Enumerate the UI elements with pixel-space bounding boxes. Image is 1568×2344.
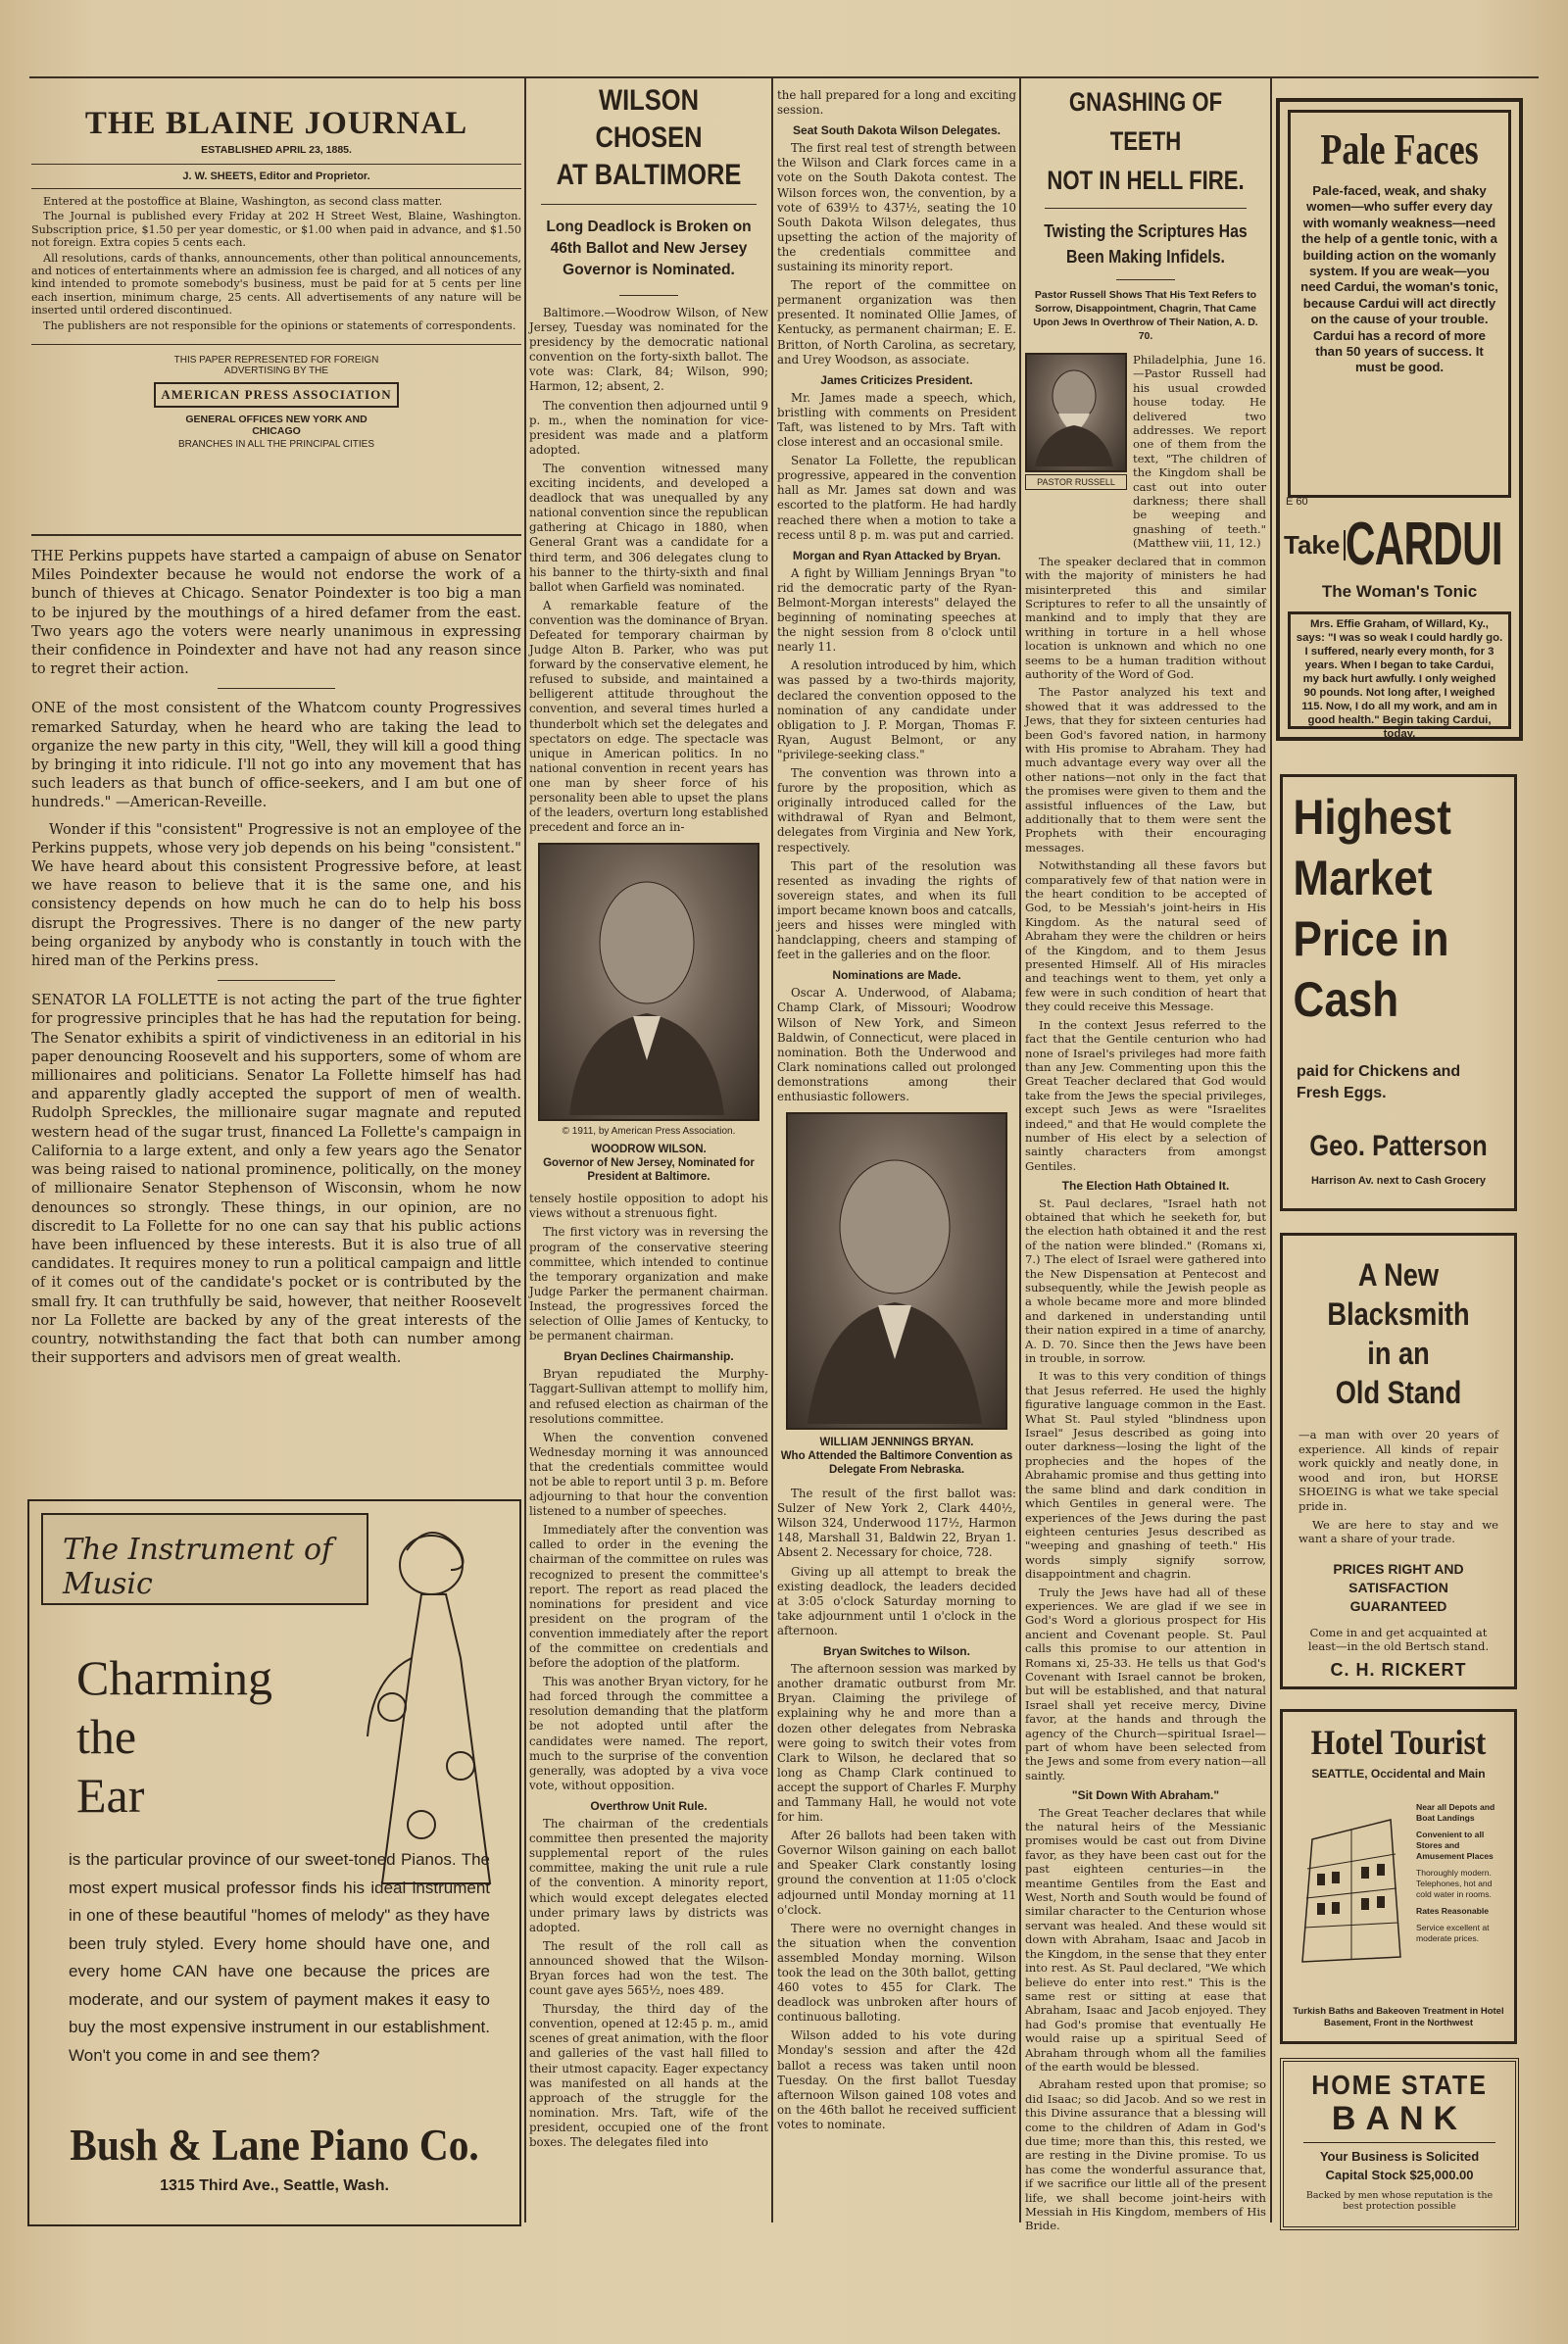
cardui-ad — [1276, 98, 1523, 741]
article-paragraph: Truly the Jews have had all of these experiences. We are glad if we see in God's Word a glorious prospect for His ancient and Covenant people. St. Paul calls this promise to our attention in Romans xi, 25-33. He tells us that God's Covenant with Israel cannot be broken, but will be established, and that natural Israel shall yet receive mercy, Divine favor, at the hands and through the agency of the Church—spiritual Israel—part of whom have been selected from the Jews and some from every nation—all saintly. — [1025, 1585, 1266, 1782]
russell-deck: Pastor Russell Shows That His Text Refers to Sorrow, Disappointment, Chagrin, That Came Upon Jews In Overthrow of Their Nation, A. D. 70. — [1033, 289, 1258, 342]
piano-company: Bush & Lane Piano Co. — [70, 2120, 479, 2170]
established-line: ESTABLISHED APRIL 23, 1885. — [201, 144, 352, 156]
publisher-notice: The Journal is published every Friday at 202 H Street West, Blaine, Washington. Subscription price, $1.50 per year domestic, or $1.00 when paid in advance, and $1.50 not foreign. Extra copies 5 cents each. — [31, 210, 521, 250]
patterson-headline: Highest Market Price in Cash — [1293, 790, 1451, 1027]
wilson-deck: Long Deadlock is Broken on 46th Ballot and New Jersey Governor is Nominated. — [546, 219, 752, 278]
article-paragraph: The result of the first ballot was: Sulzer of New York 2, Clark 440½, Wilson 324, Underwood 117½, Harmon 148, Marshall 31, Baldwin 22, Bryan 1. Absent 2. Necessary for choice, 728. — [777, 1487, 1016, 1560]
piano-address: 1315 Third Ave., Seattle, Wash. — [160, 2177, 389, 2194]
subhead: Overthrow Unit Rule. — [590, 1798, 708, 1813]
subhead: Bryan Declines Chairmanship. — [564, 1349, 734, 1364]
hotel-headline: Hotel Tourist — [1310, 1723, 1487, 1762]
photo-copyright: © 1911, by American Press Association. — [562, 1126, 736, 1138]
cardui-testimonial: Mrs. Effie Graham, of Willard, Ky., says: "I was so weak I could hardly go. I suffered, nearly every month, for 3 years. When I began to take Cardui, my back hurt awfully. I only weighed 90 pounds. Not long after, I weighed 115. Now, I do all my work, and am in good health." Begin taking Cardui, today. — [1296, 618, 1503, 740]
hotel-note: Rates Reasonable — [1416, 1906, 1490, 1916]
cardui-take: Take — [1284, 530, 1346, 561]
hotel-note: Near all Depots and Boat Landings — [1416, 1802, 1495, 1823]
editorial-paragraph: Wonder if this "consistent" Progressive is not an employee of the Perkins puppets, whose very job depends on his being "consistent." We have heard about this consistent Progressive before, at least we have reason to believe that it is the same one, and his consistency depends on how much he can do to help his boss disrupt the Progressives. There is no danger of the new party being organized by anybody who is constantly in touch with the hired man of the Perkins press. — [31, 820, 521, 970]
masthead-title: THE BLAINE JOURNAL — [84, 106, 468, 141]
column-rule — [1019, 76, 1021, 2222]
patterson-name: Geo. Patterson — [1309, 1130, 1488, 1162]
article-paragraph: tensely hostile opposition to adopt his views without a strenuous fight. — [529, 1192, 768, 1221]
column-rule — [1270, 76, 1272, 2222]
russell-subheadline: Twisting the Scriptures Has Been Making Infidels. — [1044, 221, 1248, 267]
article-paragraph: Senator La Follette, the republican progressive, appeared in the convention hall as Mr. James sat down and was escorted to the platform. He had hardly reached there when a motion to take a recess until 8 p. m. was put and carried. — [777, 454, 1016, 542]
cardui-body: Pale-faced, weak, and shaky women—who suffer every day with womanly weakness—need the help of a gentle tonic, with a building action on the womanly system. If you are weak—you need Cardui, the woman's tonic, because Cardui will act directly on the cause of your trouble. Cardui has a record of more than 50 years of success. It must be good. — [1300, 183, 1498, 375]
russell-article — [1025, 82, 1266, 2233]
blacksmith-body: —a man with over 20 years of experience. All kinds of repair work quickly and neatly done, in wood and iron, but HORSE SHOEING is what we take special pride in. — [1298, 1428, 1498, 1513]
bank-capital: Capital Stock $25,000.00 — [1325, 2168, 1474, 2182]
russell-portrait-frame — [1025, 353, 1127, 551]
hotel-note: Convenient to all Stores and Amusement Places — [1416, 1830, 1494, 1861]
article-paragraph: A remarkable feature of the convention was the dominance of Bryan. Defeated for temporary chairman by Judge Alton B. Parker, who was put forward by the conservative element, he refused to subside, and maintained a belligerent attitude throughout the convention, and several times hurled a thunderbolt which set the delegates and spectators on edge. The spectacle was unique in American politics. In no national convention in recent years has one man by sheer force of his personality been able to upset the plans of the leaders, overturn long established precedent and force an in- — [529, 598, 768, 835]
piano-ad-body: is the particular province of our sweet-toned Pianos. The most expert musical professor finds his ideal instrument in one of these beautiful "homes of melody" as they have been truly styled. Every home should have one, and every home CAN have one because the prices are moderate, and our system of payment makes it easy to buy the most expensive instrument in our establishment. Won't you come in and see them? — [69, 1850, 490, 2065]
hotel-ad — [1280, 1709, 1517, 2044]
hotel-location: SEATTLE, Occidental and Main — [1311, 1767, 1486, 1781]
editorial-paragraph: SENATOR LA FOLLETTE is not acting the part of the true fighter for progressive principles that he has had the reputation for being. The Senator exhibits a spirit of vindictiveness in an editorial in his paper denouncing Roosevelt and his supporters, some of whom are millionaires and politicians. Senator La Follette himself has had and apparently gladly accepted the support of men of wealth. Rudolph Spreckles, the millionaire sugar magnate and reputed western head of the sugar trust, financed La Follette's campaign in California to a large extent, and only a few years ago the Senator was being raised to national prominence, politically, on the money of millionaire Senator Stephenson of Wisconsin, whom he now denounces so strongly. These things, in our opinion, are no discredit to La Follette for no one can say that his public actions have been influenced by these interests. But it is also true of all candidates. It requires money to run a political campaign and little of it comes out of the candidate's pocket or is contributed by the small fry. It can truthfully be said, however, that neither Roosevelt nor La Follette are backed by any of the great interests of the country, notwithstanding the fact that both can number among their supporters and advisors men of great wealth. — [31, 992, 521, 1367]
article-paragraph: It was to this very condition of things that Jesus referred. He used the highly figurative language common in the East. What St. Paul styled "blindness upon Israel" Jesus described as going into outer darkness—losing the light of the prophecies and the hopes of the Abrahamic promise and thus getting into the same blind and dark condition in which Gentiles in general were. The experiences of the Jews during the past eighteen centuries Jesus described as "weeping and gnashing of teeth." His words simply signify sorrow, disappointment and chagrin. — [1025, 1369, 1266, 1582]
article-paragraph: The first victory was in reversing the program of the conservative steering committee, which intended to continue the temporary organization and make Judge Parker the permanent chairman. Instead, the progressives forced the selection of Ollie James of Kentucky, to be permanent chairman. — [529, 1225, 768, 1343]
subhead: James Criticizes President. — [820, 372, 973, 387]
article-paragraph: Baltimore.—Woodrow Wilson, of New Jersey, Tuesday was nominated for the presidency by the democratic national convention on the forty-sixth ballot. The vote was: Clark, 84; Wilson, 990; Harmon, 12; absent, 2. — [529, 306, 768, 394]
article-paragraph: Immediately after the convention was called to order in the evening the chairman of the committee on rules was recognized to present the committee's report. The report as read placed the nominations for president and vice president on the program of the convention immediately after the report of the committee on credentials and before the adoption of the platform. — [529, 1523, 768, 1671]
article-paragraph: The afternoon session was marked by another dramatic outburst from Mr. Bryan. Claiming the privilege of explaining why he and more than a dozen other delegates from Nebraska were going to switch their votes from Clark to Wilson, he declared that so long as Champ Clark continued to accept the support of Charles F. Murphy and Tammany Hall, he would not vote for him. — [777, 1662, 1016, 1825]
hotel-building-illustration — [1293, 1800, 1410, 1967]
hotel-footer: Turkish Baths and Bakeoven Treatment in Hotel Basement, Front in the Northwest — [1293, 2006, 1504, 2028]
wilson-caption-name: WOODROW WILSON. — [591, 1144, 707, 1156]
press-line: GENERAL OFFICES NEW YORK AND CHICAGO — [185, 414, 368, 438]
subhead: "Sit Down With Abraham." — [1071, 1788, 1220, 1803]
article-paragraph: Abraham rested upon that promise; so did Isaac; so did Jacob. And so we rest in this Divine assurance that a blessing will come to the children of Adam in God's due time; more than this, this rested, we are resting in the Divine promise. To us has come the wonderful assurance that, if we sacrifice our little all of the present life, we shall become joint-heirs with Messiah in His Kingdom, members of His Bride. — [1025, 2077, 1266, 2233]
editor-line: J. W. SHEETS, Editor and Proprietor. — [182, 171, 370, 182]
article-paragraph: The speaker declared that in common with the majority of ministers he had misinterpreted this and similar Scriptures to refer to all the unsaintly of mankind and to imply that they are writhing in torture in a hell whose location is unknown and which no one seems to be a human tradition without authority of the Word of God. — [1025, 554, 1266, 681]
editorial-paragraph: THE Perkins puppets have started a campaign of abuse on Senator Miles Poindexter because he would not endorse the work of a bunch of thieves at Chicago. Senator Poindexter is too big a man to be injured by the mouthings of a hired defamer from the east. Two years ago the voters were nearly unanimous in expressing their confidence in Poindexter and have not had any reason since to regret their action. — [31, 548, 521, 678]
piano-headline: Charming — [76, 1650, 272, 1705]
wilson-headline: WILSON CHOSEN — [595, 84, 703, 154]
cardui-code: E 60 — [1286, 496, 1308, 508]
blacksmith-ad — [1280, 1233, 1517, 1689]
cardui-tagline: The Woman's Tonic — [1321, 582, 1478, 601]
article-paragraph: Wilson added to his vote during Monday's session and after the 42d ballot a recess was taken until noon Tuesday. On the first ballot Tuesday afternoon Wilson gained 108 votes and on the 46th ballot he received sufficient votes to nominate. — [777, 2028, 1016, 2131]
article-paragraph: The Great Teacher declares that while the natural heirs of the Messianic promises would be cast out from Divine favor, as they have been cast out for the past eighteen centuries—in the meantime Gentiles from the East and West, North and South would be found of similar character to the Centurion whose servant was healed. And these would sit down with Abraham, Isaac and Jacob in the Kingdom, in the sense that they enter into rest. As St. Paul declared, "We which believe do enter into rest." This is the same rest or sitting at ease that Abraham, Isaac and Jacob enjoyed. They had God's promise that eventually He would raise up a spiritual Seed of Abraham through whom all the families of the earth would be blessed. — [1025, 1805, 1266, 2074]
article-paragraph: A fight by William Jennings Bryan "to rid the democratic party of the Ryan-Belmont-Morgan interests" delayed the beginning of nominating speeches at the night session from 8 o'clock until nearly 11. — [777, 565, 1016, 655]
column-rule — [771, 76, 773, 2222]
editorial-column — [31, 547, 521, 1478]
bryan-portrait-figure — [788, 1114, 1002, 1424]
blacksmith-name: C. H. RICKERT — [1330, 1659, 1467, 1680]
russell-portrait — [1025, 353, 1127, 472]
publisher-notice: The publishers are not responsible for the opinions or statements of correspondents. — [43, 318, 516, 332]
bryan-portrait — [786, 1112, 1007, 1430]
blacksmith-headline: Blacksmith — [1327, 1296, 1470, 1332]
wilson-portrait-figure — [540, 845, 754, 1115]
article-paragraph: the hall prepared for a long and exciting session. — [777, 88, 1016, 118]
piano-ad — [27, 1499, 521, 2226]
wilson-article-continued — [777, 88, 1016, 2222]
piano-headline: the — [76, 1709, 137, 1764]
article-paragraph: Giving up all attempt to break the existing deadlock, the leaders decided at 3:05 o'clock Saturday morning to take adjournment until 1 o'clock in the afternoon. — [777, 1564, 1016, 1637]
editorial-paragraph: ONE of the most consistent of the Whatcom county Progressives remarked Saturday, when he heard who are taking the lead to organize the new party in this city, "Well, they will kill a good thing by bringing it into ridicule. I'll not go into any movement that has such leaders as that bunch of office-seekers, and I am but one of hundreds." —American-Reveille. — [31, 700, 521, 811]
patterson-body: paid for Chickens and Fresh Eggs. — [1297, 1063, 1461, 1101]
article-paragraph: There were no overnight changes in the situation when the convention assembled Monday morning. Wilson took the lead on the 30th ballot, getting 460 votes to 455 for Clark. The deadlock was unbroken after hours of continuous balloting. — [777, 1921, 1016, 2025]
subhead: Morgan and Ryan Attacked by Bryan. — [792, 548, 1002, 562]
bank-footer: Backed by men whose reputation is the best protection possible — [1305, 2190, 1494, 2212]
blacksmith-headline: A New — [1357, 1257, 1440, 1293]
article-paragraph: Bryan repudiated the Murphy-Taggart-Sullivan attempt to mollify him, and refused election as chairman of the resolutions committee. — [529, 1367, 768, 1426]
bryan-caption-name: WILLIAM JENNINGS BRYAN. — [819, 1437, 974, 1449]
article-paragraph: St. Paul declares, "Israel hath not obtained that which he seeketh for, but the election hath obtained it and the rest of the nation were blinded." (Romans xi, 7.) The elect of Israel were gathered into the New Dispensation at Pentecost and subsequently, while the Jewish people as a whole became more and more blinded and darkened in understanding until their nation expired in a time of anarchy, A. D. 70. Since then the Jews have been in trouble, in sorrow. — [1025, 1196, 1266, 1366]
wilson-article — [529, 82, 768, 2223]
publisher-notice: Entered at the postoffice at Blaine, Washington, as second class matter. — [43, 195, 443, 208]
cardui-inner-frame — [1288, 110, 1511, 498]
section-rule — [31, 534, 521, 536]
article-paragraph: Notwithstanding all these favors but comparatively few of that nation were in the heart condition to be accepted of God, to be Messiah's joint-heirs in His Kingdom. As the natural seed of Abraham they were the children or heirs of the Kingdom, and to them Jesus presented Himself. All of His miracles and teachings went to them, yet only a few were in such condition of heart that they could receive this Message. — [1025, 858, 1266, 1014]
article-paragraph: When the convention convened Wednesday morning it was announced that the credentials committee would not be able to report until 3 p. m. Before adjourning to that hour the convention listened to a number of speeches. — [529, 1430, 768, 1519]
subhead: The Election Hath Obtained It. — [1061, 1179, 1230, 1194]
article-paragraph: After 26 ballots had been taken with Governor Wilson gaining on each ballot and Speaker Clark constantly losing ground the convention at 11:05 o'clock adjourned until Monday morning at 11 o'clock. — [777, 1829, 1016, 1917]
wilson-caption-text: Governor of New Jersey, Nominated for President at Baltimore. — [543, 1157, 755, 1184]
blacksmith-headline: Old Stand — [1335, 1375, 1462, 1410]
pianist-illustration — [353, 1511, 510, 1903]
article-paragraph: The result of the roll call as announced showed that the Wilson-Bryan forces had won the test. The count gave ayes 565½, noes 489. — [529, 1938, 768, 1998]
russell-headline: GNASHING OF TEETH — [1068, 87, 1223, 156]
press-line: BRANCHES IN ALL THE PRINCIPAL CITIES — [177, 439, 375, 451]
music-banner — [41, 1513, 368, 1605]
music-banner-label: The Instrument of Music — [63, 1533, 333, 1601]
article-paragraph: This was another Bryan victory, for he had forced through the committee a resolution demanding that the platform be not adopted until after the candidates were named. The report, much to the surprise of the convention generally, was adopted by a viva voce vote, without opposition. — [529, 1675, 768, 1792]
press-association-logo: AMERICAN PRESS ASSOCIATION — [154, 382, 399, 408]
patterson-address: Harrison Av. next to Cash Grocery — [1310, 1175, 1487, 1187]
cardui-headline: Pale Faces — [1320, 125, 1479, 173]
subhead: Seat South Dakota Wilson Delegates. — [793, 123, 1001, 138]
article-paragraph: In the context Jesus referred to the fact that the Gentile centurion who had none of Israel's privileges had more faith than any Jew. Commenting upon this the Great Teacher declared that God would take from the Jews the special privileges, except such Jews as were "Israelites indeed," and that He would complete the number of His elect by a selection of saintly characters from amongst Gentiles. — [1025, 1017, 1266, 1173]
russell-headline: NOT IN HELL FIRE. — [1047, 166, 1245, 195]
blacksmith-invite: Come in and get acquainted at least—in the old Bertsch stand. — [1307, 1625, 1490, 1654]
publisher-notice: All resolutions, cards of thanks, announcements, other than political announcements, and notices of entertainments where an admission fee is charged, and all notices of any kind intended to promote somebody's business, must be paid for at 5 cents per line each insertion, minimum charge, 25 cents. All advertisements of any nature will be inserted until ordered discontinued. — [31, 251, 521, 317]
masthead — [31, 78, 521, 529]
hotel-note: Service excellent at moderate prices. — [1416, 1923, 1490, 1943]
blacksmith-headline: in an — [1367, 1336, 1430, 1371]
article-paragraph: The Pastor analyzed his text and showed that it was addressed to the Jews, that they for sixteen centuries had been God's favored nation, in harmony with His promise to Abraham. They had much advantage every way over all the other nations—not only in the fact that the promises were given to them and the assistful influences of the Law, but additionally that to them were sent the Prophets with their encouraging messages. — [1025, 685, 1266, 855]
article-paragraph: The convention witnessed many exciting incidents, and developed a deadlock that was unequalled by any national convention since the republican gathering at Chicago in 1880, when General Grant was a candidate for a third term, and 306 delegates clung to his banner to the thirty-sixth and final ballot when Garfield was nominated. — [529, 461, 768, 594]
patterson-ad — [1280, 774, 1517, 1211]
article-paragraph: The report of the committee on permanent organization was then presented. It nominated Ollie James, of Kentucky, as permanent chairman; E. E. Britton, of North Carolina, as secretary, and Urey Woodson, as associate. — [777, 278, 1016, 366]
cardui-testimonial-frame — [1288, 611, 1511, 740]
subhead: Bryan Switches to Wilson. — [823, 1644, 970, 1659]
blacksmith-body-2: We are here to stay and we want a share of your trade. — [1298, 1517, 1498, 1546]
piano-headline: Ear — [76, 1768, 145, 1823]
wilson-portrait — [538, 843, 760, 1121]
bank-ad — [1280, 2058, 1519, 2230]
press-line: THIS PAPER REPRESENTED FOR FOREIGN ADVERTISING BY THE — [173, 355, 379, 377]
russell-photo-label: PASTOR RUSSELL — [1025, 474, 1127, 490]
column-rule — [524, 76, 526, 2222]
subhead: Nominations are Made. — [832, 968, 961, 983]
bank-solicit: Your Business is Solicited — [1319, 2149, 1480, 2164]
article-paragraph: The chairman of the credentials committee then presented the majority supplemental report of the rules committee, making the unit rule a rule of the convention. A minority report, which would except delegates elected under primary laws by districts was adopted. — [529, 1817, 768, 1934]
cardui-brand: CARDUI — [1346, 511, 1503, 578]
article-paragraph: The convention then adjourned until 9 p. m., when the nomination for vice-president was made and a platform adopted. — [529, 398, 768, 457]
wilson-headline: AT BALTIMORE — [556, 159, 742, 191]
russell-lead: Philadelphia, June 16.—Pastor Russell had his usual crowded house today. He delivered two addresses. We report one of them from the text, "The children of the Kingdom shall be cast out into outer darkness; there shall be weeping and gnashing of teeth." (Matthew viii, 11, 12.) — [1133, 353, 1266, 551]
article-paragraph: Oscar A. Underwood, of Alabama; Champ Clark, of Missouri; Woodrow Wilson of New York, and Simeon Baldwin, of Connecticut, were placed in nomination. Both the Underwood and Clark nominations called out prolonged demonstrations among their enthusiastic followers. — [777, 986, 1016, 1103]
article-paragraph: Thursday, the third day of the convention, opened at 12:45 p. m., amid scenes of great animation, with the floor and galleries of the vast hall filled to their utmost capacity. Eager expectancy was manifested on all hands at the approach of the struggle for the nomination. Mrs. Taft, wife of the president, occupied one of the front boxes. The delegates filed into — [529, 2002, 768, 2149]
hotel-note: Thoroughly modern. Telephones, hot and cold water in rooms. — [1416, 1868, 1493, 1899]
article-paragraph: Mr. James made a speech, which, bristling with comments on President Taft, was listened to by Mrs. Taft with close interest and an occasional smile. — [777, 390, 1016, 450]
russell-portrait-figure — [1027, 355, 1121, 466]
article-paragraph: A resolution introduced by him, which was passed by a two-thirds majority, declared the convention opposed to the nomination of any candidate under obligation to J. P. Morgan, Thomas F. Ryan, August Belmont, or any "privilege-seeking class." — [777, 659, 1016, 761]
bank-headline-line-1: HOME STATE — [1311, 2070, 1488, 2100]
bryan-caption-text: Who Attended the Baltimore Convention as Delegate From Nebraska. — [780, 1450, 1013, 1477]
bank-headline-line-2: BANK — [1331, 2100, 1468, 2137]
article-paragraph: The first real test of strength between the Wilson and Clark forces came in a vote on the South Dakota contest. The Wilson forces won, the convention, by a vote of 639½ to 437½, seating the 10 South Dakota Wilson delegates, thus upsetting the action of the majority of the credentials committee and sustaining its minority report. — [777, 141, 1016, 274]
blacksmith-slogan: PRICES RIGHT AND SATISFACTION GUARANTEED — [1333, 1560, 1464, 1614]
article-paragraph: The convention was thrown into a furore by the proposition, which as originally introduced called for the withdrawal of Ryan and Belmont, delegates from Virginia and New York, respectively. — [777, 766, 1016, 855]
article-paragraph: This part of the resolution was resented as invading the rights of sovereign states, and when its full import became known boos and catcalls, jeers and hisses were mingled with handclapping, cheers and stamping of feet in the galleries and on the floor. — [777, 858, 1016, 962]
